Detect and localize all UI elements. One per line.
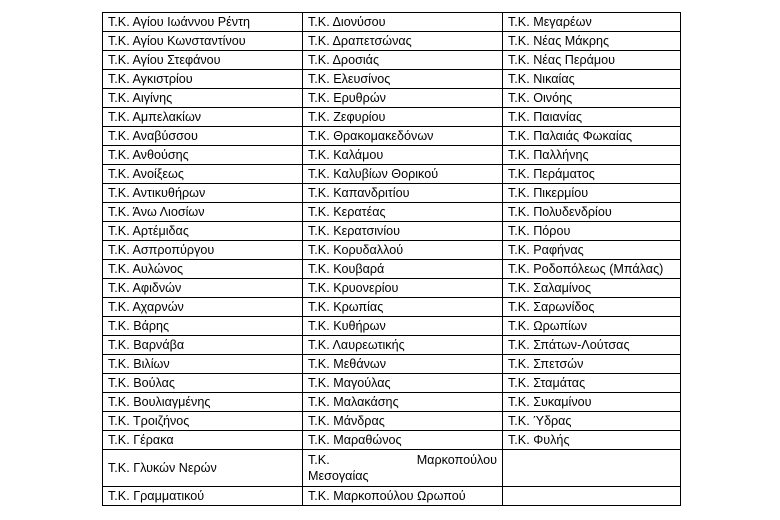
table-cell: Τ.Κ. Ελευσίνος: [303, 70, 503, 89]
table-cell: Τ.Κ. Νέας Περάμου: [503, 51, 681, 70]
table-cell: Τ.Κ. Κερατέας: [303, 203, 503, 222]
table-cell: Τ.Κ. Πολυδενδρίου: [503, 203, 681, 222]
table-cell: Τ.Κ. Μάνδρας: [303, 412, 503, 431]
cell-text: Μεσογαίας: [308, 469, 369, 483]
table-cell: Τ.Κ. Διονύσου: [303, 13, 503, 32]
table-cell: Τ.Κ. Μαρκοπούλου Ωρωπού: [303, 487, 503, 506]
table-cell: Τ.Κ. Ζεφυρίου: [303, 108, 503, 127]
table-row: [103, 165, 681, 184]
table-cell: Τ.Κ. Αγίου Ιωάννου Ρέντη: [103, 13, 303, 32]
table-row: [103, 317, 681, 336]
table-cell: Τ.Κ. Αμπελακίων: [103, 108, 303, 127]
table-cell: Τ.Κ. Κορυδαλλού: [303, 241, 503, 260]
table-cell: Τ.Κ. Ωρωπίων: [503, 317, 681, 336]
table-cell: Τ.Κ. Αγκιστρίου: [103, 70, 303, 89]
table-cell: Τ.Κ. Οινόης: [503, 89, 681, 108]
table-row: [103, 51, 681, 70]
table-cell: Τ.Κ. Μαγούλας: [303, 374, 503, 393]
table-body: [103, 13, 681, 506]
table-cell: Τ.Κ. Γέρακα: [103, 431, 303, 450]
table-cell: Τ.Κ. Σαρωνίδος: [503, 298, 681, 317]
table-row: [103, 260, 681, 279]
table-cell: Τ.Κ. Παλλήνης: [503, 146, 681, 165]
table-row: [103, 146, 681, 165]
table-cell: Τ.Κ. Τροιζήνος: [103, 412, 303, 431]
table-cell: Τ.Κ. Βιλίων: [103, 355, 303, 374]
table-row: [103, 279, 681, 298]
table-row: [103, 487, 681, 506]
table-cell: Τ.Κ. Αναβύσσου: [103, 127, 303, 146]
table-cell: Τ.Κ. Καλυβίων Θορικού: [303, 165, 503, 184]
table-cell: Τ.Κ. Σπάτων-Λούτσας: [503, 336, 681, 355]
table-cell: Τ.Κ. Καπανδριτίου: [303, 184, 503, 203]
table-row: [103, 298, 681, 317]
table-cell: Τ.Κ. Άνω Λιοσίων: [103, 203, 303, 222]
table-cell: [303, 450, 503, 487]
table-cell: Τ.Κ. Κερατσινίου: [303, 222, 503, 241]
table-cell: Τ.Κ. Περάματος: [503, 165, 681, 184]
table-cell: Τ.Κ. Σπετσών: [503, 355, 681, 374]
table-cell: Τ.Κ. Δροσιάς: [303, 51, 503, 70]
table-cell: Τ.Κ. Αρτέμιδας: [103, 222, 303, 241]
table-row: [103, 374, 681, 393]
table-cell: Τ.Κ. Ασπροπύργου: [103, 241, 303, 260]
table-cell: Τ.Κ. Συκαμίνου: [503, 393, 681, 412]
table-cell: Τ.Κ. Γλυκών Νερών: [103, 450, 303, 487]
table-cell: [503, 487, 681, 506]
table-row: [103, 184, 681, 203]
table-cell: Τ.Κ. Νέας Μάκρης: [503, 32, 681, 51]
table-cell: Τ.Κ. Δραπετσώνας: [303, 32, 503, 51]
table-cell: Τ.Κ. Νικαίας: [503, 70, 681, 89]
table-cell: Τ.Κ. Μαλακάσης: [303, 393, 503, 412]
table-cell: Τ.Κ. Ερυθρών: [303, 89, 503, 108]
table-cell: Τ.Κ. Φυλής: [503, 431, 681, 450]
table-cell: Τ.Κ. Μεγαρέων: [503, 13, 681, 32]
table-row: [103, 89, 681, 108]
table-cell: Τ.Κ. Κυθήρων: [303, 317, 503, 336]
table-cell: Τ.Κ. Βουλιαγμένης: [103, 393, 303, 412]
cell-text: Τ.Κ.: [308, 453, 330, 467]
table-cell: [503, 450, 681, 487]
table-row: [103, 450, 681, 487]
table-cell: Τ.Κ. Αιγίνης: [103, 89, 303, 108]
table-cell: Τ.Κ. Αφιδνών: [103, 279, 303, 298]
table-cell: Τ.Κ. Ροδοπόλεως (Μπάλας): [503, 260, 681, 279]
table-row: [103, 393, 681, 412]
table-cell: Τ.Κ. Κουβαρά: [303, 260, 503, 279]
table-cell: Τ.Κ. Σταμάτας: [503, 374, 681, 393]
table-cell: Τ.Κ. Βούλας: [103, 374, 303, 393]
table-row: [103, 32, 681, 51]
table-cell: Τ.Κ. Κρυονερίου: [303, 279, 503, 298]
table-row: [103, 70, 681, 89]
table-cell: Τ.Κ. Κρωπίας: [303, 298, 503, 317]
postal-districts-table: [102, 12, 681, 506]
table-row: [103, 355, 681, 374]
table-cell: Τ.Κ. Ραφήνας: [503, 241, 681, 260]
table-cell: Τ.Κ. Βαρνάβα: [103, 336, 303, 355]
table-cell: Τ.Κ. Αχαρνών: [103, 298, 303, 317]
table-row: [103, 127, 681, 146]
table-cell: Τ.Κ. Γραμματικού: [103, 487, 303, 506]
table-cell: Τ.Κ. Ανθούσης: [103, 146, 303, 165]
table-row: [103, 13, 681, 32]
table-cell: Τ.Κ. Παιανίας: [503, 108, 681, 127]
table-cell: Τ.Κ. Μαραθώνος: [303, 431, 503, 450]
table-cell: Τ.Κ. Παλαιάς Φωκαίας: [503, 127, 681, 146]
table-cell: Τ.Κ. Αντικυθήρων: [103, 184, 303, 203]
table-row: [103, 412, 681, 431]
table-cell: Τ.Κ. Βάρης: [103, 317, 303, 336]
table-cell: Τ.Κ. Αγίου Κωνσταντίνου: [103, 32, 303, 51]
table-cell: Τ.Κ. Πόρου: [503, 222, 681, 241]
table-cell: Τ.Κ. Θρακομακεδόνων: [303, 127, 503, 146]
table-cell: Τ.Κ. Ανοίξεως: [103, 165, 303, 184]
table-row: [103, 431, 681, 450]
table-cell: Τ.Κ. Πικερμίου: [503, 184, 681, 203]
table-cell: Τ.Κ. Αγίου Στεφάνου: [103, 51, 303, 70]
table-cell: Τ.Κ. Ύδρας: [503, 412, 681, 431]
table-row: [103, 222, 681, 241]
document-page: [102, 12, 681, 506]
table-row: [103, 108, 681, 127]
table-cell: Τ.Κ. Καλάμου: [303, 146, 503, 165]
table-row: [103, 203, 681, 222]
cell-text: Μαρκοπούλου: [416, 453, 497, 467]
table-cell: Τ.Κ. Σαλαμίνος: [503, 279, 681, 298]
cell-line: [308, 452, 497, 468]
table-cell: Τ.Κ. Λαυρεωτικής: [303, 336, 503, 355]
table-row: [103, 336, 681, 355]
table-cell: Τ.Κ. Αυλώνος: [103, 260, 303, 279]
table-cell: Τ.Κ. Μεθάνων: [303, 355, 503, 374]
table-row: [103, 241, 681, 260]
